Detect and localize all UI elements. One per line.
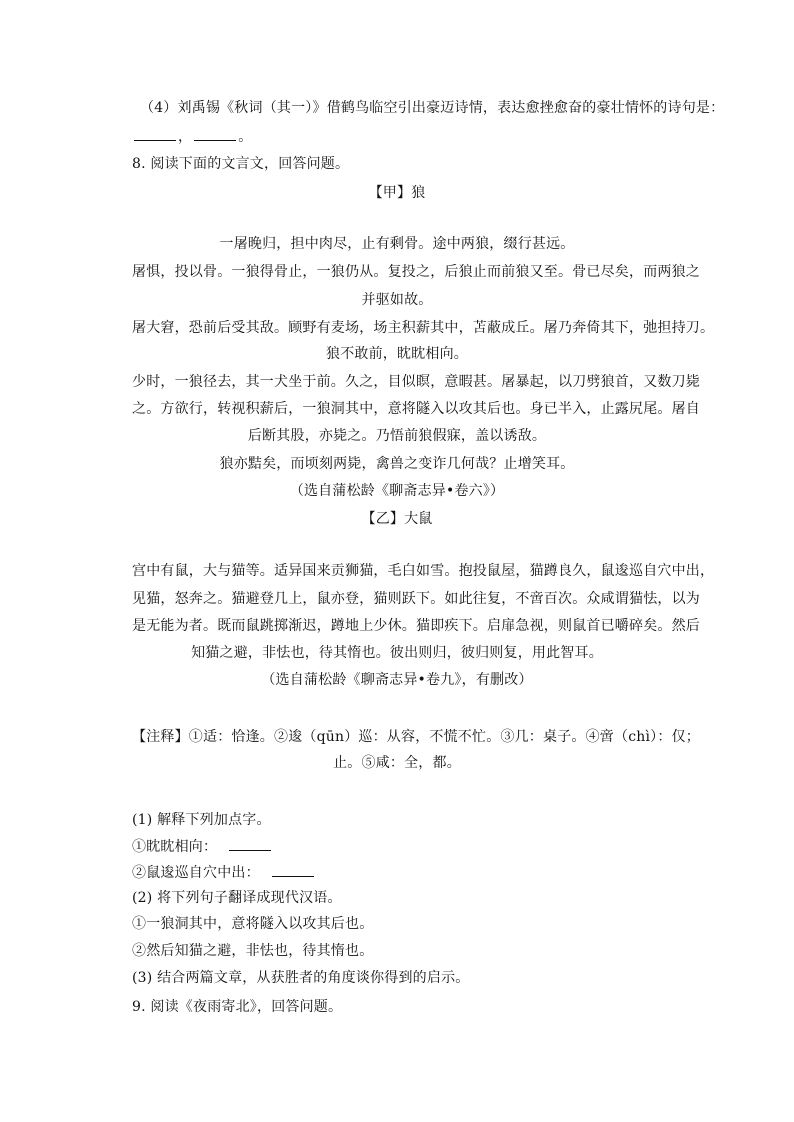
answer-blank-1[interactable]	[134, 126, 176, 141]
passage-jia-title: 【甲】狼	[368, 185, 426, 201]
q8-sub2-label: (2) 将下列句子翻译成现代汉语。	[132, 890, 342, 906]
passage-jia-line: 后断其股，亦毙之。乃悟前狼假寐，盖以诱敌。	[247, 428, 547, 444]
passage-jia-line: 之。方欲行，转视积薪后，一狼洞其中，意将隧入以攻其后也。身已半入，止露尻尾。屠自	[132, 401, 700, 417]
q8-sub1-item2	[132, 862, 316, 883]
passage-jia-source: （选自蒲松龄《聊斋志异•卷六》）	[289, 483, 505, 499]
notes-line-2: 止。⑤咸：全，都。	[333, 755, 461, 771]
passage-yi-title: 【乙】大鼠	[361, 511, 433, 527]
q8-sub1-label: (1) 解释下列加点字。	[132, 812, 271, 828]
passage-jia-line: 并驱如故。	[361, 292, 433, 308]
answer-blank-2[interactable]	[194, 126, 236, 141]
passage-jia-line: 屠惧，投以骨。一狼得骨止，一狼仍从。复投之，后狼止而前狼又至。骨已尽矣，而两狼之	[132, 264, 700, 280]
q8-sub2-item2: ②然后知猫之避，非怯也，待其惰也。	[132, 943, 374, 959]
q7-4-prompt: （4）刘禹锡《秋词（其一）》借鹤鸟临空引出豪迈诗情，表达愈挫愈奋的豪壮情怀的诗句是：	[140, 100, 725, 116]
passage-yi-line: 是无能为者。既而鼠跳掷渐迟，蹲地上少休。猫即疾下。启扉急视，则鼠首已嚼碎矣。然后	[132, 618, 700, 634]
passage-jia-line: 狼亦黠矣，而顷刻两毙，禽兽之变诈几何哉？止增笑耳。	[219, 456, 575, 472]
passage-jia-line-text: 狼不敢前，眈眈相向。	[326, 346, 468, 362]
passage-yi-line: 见猫，怒奔之。猫避登几上，鼠亦登，猫则跃下。如此往复，不啻百次。众咸谓猫怯，以为	[132, 591, 700, 607]
q8-sub1-item1	[132, 836, 273, 857]
q9-header: 9. 阅读《夜雨寄北》，回答问题。	[132, 999, 343, 1015]
q7-4-answer-line	[132, 126, 252, 147]
q8-sub1-item1-text: ①眈眈相向：	[132, 839, 218, 855]
answer-blank-4[interactable]	[272, 862, 314, 877]
passage-jia-line: 少时，一狼径去，其一犬坐于前。久之，目似瞑，意暇甚。屠暴起，以刀劈狼首，又数刀毙	[132, 374, 700, 390]
passage-jia-line: 一屠晚归，担中肉尽，止有剩骨。途中两狼，缀行甚远。	[219, 236, 575, 252]
q8-sub3-label: (3) 结合两篇文章，从获胜者的角度谈你得到的启示。	[132, 970, 470, 986]
q8-sub1-item2-text: ②鼠逡巡自穴中出：	[132, 865, 260, 881]
answer-blank-3[interactable]	[229, 836, 271, 851]
passage-yi-line: 宫中有鼠，大与猫等。适异国来贡狮猫，毛白如雪。抱投鼠屋，猫蹲良久，鼠逡巡自穴中出，	[132, 563, 715, 579]
passage-jia-line	[0, 344, 794, 364]
passage-yi-source: （选自蒲松龄《聊斋志异•卷九》，有删改）	[261, 672, 533, 688]
notes-line-1: 【注释】①适：恰逢。②逡（qūn）巡：从容，不慌不忙。③几：桌子。④啻（chì）：仅；	[132, 729, 700, 745]
passage-yi-line: 知猫之避，非怯也，待其惰也。彼出则归，彼归则复，用此智耳。	[191, 645, 603, 661]
q7-4-end: 。	[238, 129, 253, 145]
passage-jia-line: 屠大窘，恐前后受其敌。顾野有麦场，场主积薪其中，苫蔽成丘。屠乃奔倚其下，弛担持刀。	[132, 320, 715, 336]
q8-header: 8. 阅读下面的文言文，回答问题。	[132, 156, 350, 172]
q7-4-sep: ，	[178, 129, 193, 145]
q8-sub2-item1: ①一狼洞其中，意将隧入以攻其后也。	[132, 916, 374, 932]
